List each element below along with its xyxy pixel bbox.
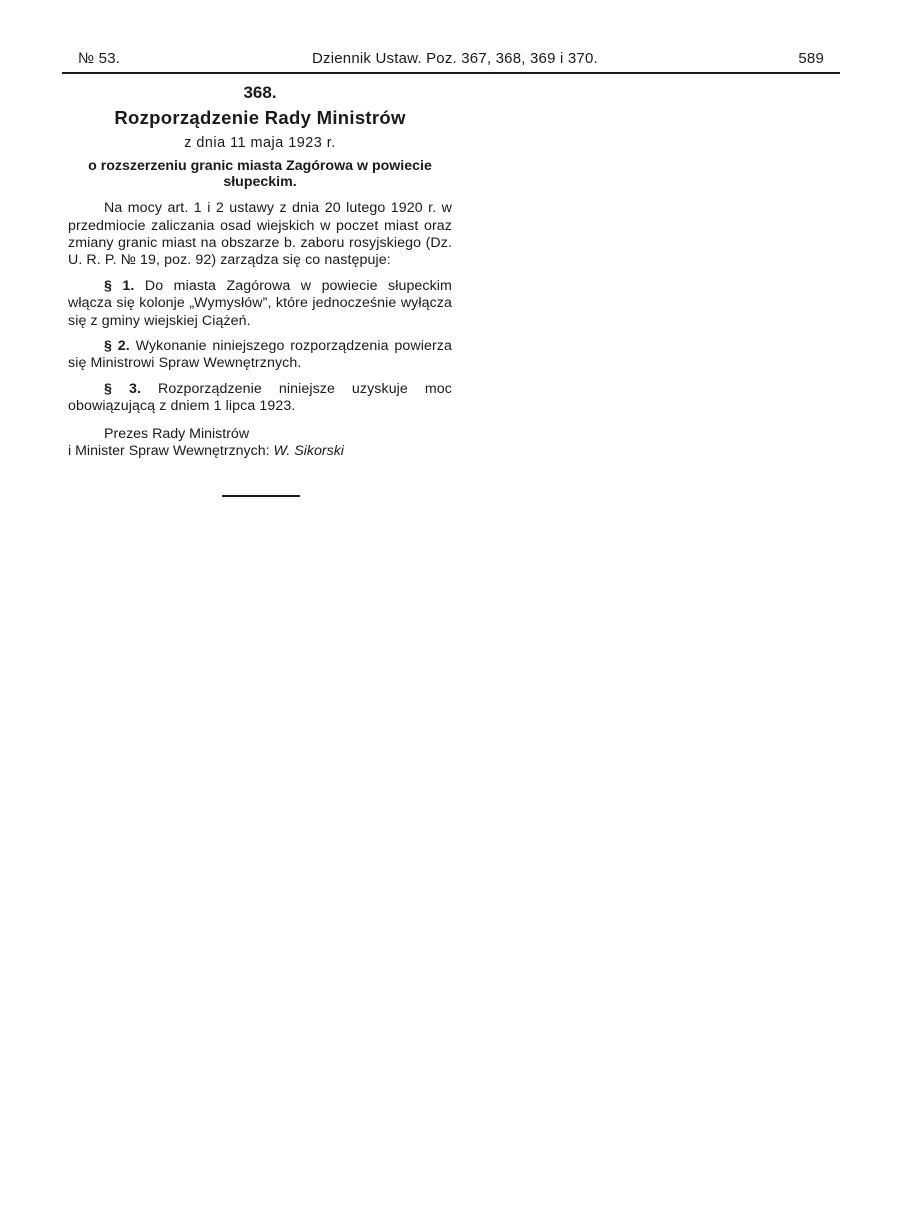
- section-3-text: Rozporządzenie niniejsze uzyskuje moc obowiązującą z dniem 1 lipca 1923.: [68, 380, 452, 415]
- page-header: [62, 50, 840, 72]
- section-1-text: Do miasta Zagórowa w powiecie słupeckim włącza się kolonje „Wymysłów”, które jednocześnie wyłącza się z gminy wiejskiej Ciążeń.: [68, 277, 452, 329]
- section-2-text: Wykonanie niniejszego rozporządzenia powierza się Ministrowi Spraw Wewnętrznych.: [68, 338, 452, 372]
- section-2: [68, 338, 452, 373]
- signature-title: Prezes Rady Ministrów: [104, 425, 250, 442]
- act-date: z dnia 11 maja 1923 r.: [184, 134, 336, 151]
- signatory-name: W. Sikorski: [273, 443, 344, 460]
- signature-role-text: i Minister Spraw Wewnętrznych:: [68, 443, 270, 460]
- section-2-number: § 2.: [104, 338, 130, 355]
- section-3: [68, 381, 452, 416]
- act-subject: o rozszerzeniu granic miasta Zagórowa w powiecie słupeckim.: [88, 158, 432, 191]
- header-rule: [62, 72, 840, 74]
- signature-block: [68, 426, 452, 461]
- signature-role: [68, 443, 452, 460]
- section-1-number: § 1.: [104, 277, 135, 294]
- preamble: Na mocy art. 1 i 2 ustawy z dnia 20 lutego 1920 r. w przedmiocie zaliczania osad wiejskich w poczet miast oraz zmiany granic miast na obszarze b. zaboru rosyjskiego (Dz. U. R. P. № 19, poz. 92) zarządza się co następuje:: [68, 200, 452, 269]
- act-column: [68, 84, 452, 461]
- journal-reference: Dziennik Ustaw. Poz. 367, 368, 369 i 370.: [312, 50, 598, 67]
- section-3-number: § 3.: [104, 380, 141, 397]
- page-number: 589: [798, 50, 824, 67]
- position-number: 368.: [243, 83, 277, 102]
- section-1: [68, 278, 452, 330]
- closing-rule: [222, 495, 300, 497]
- issue-number: № 53.: [78, 50, 121, 67]
- act-title: Rozporządzenie Rady Ministrów: [114, 107, 406, 129]
